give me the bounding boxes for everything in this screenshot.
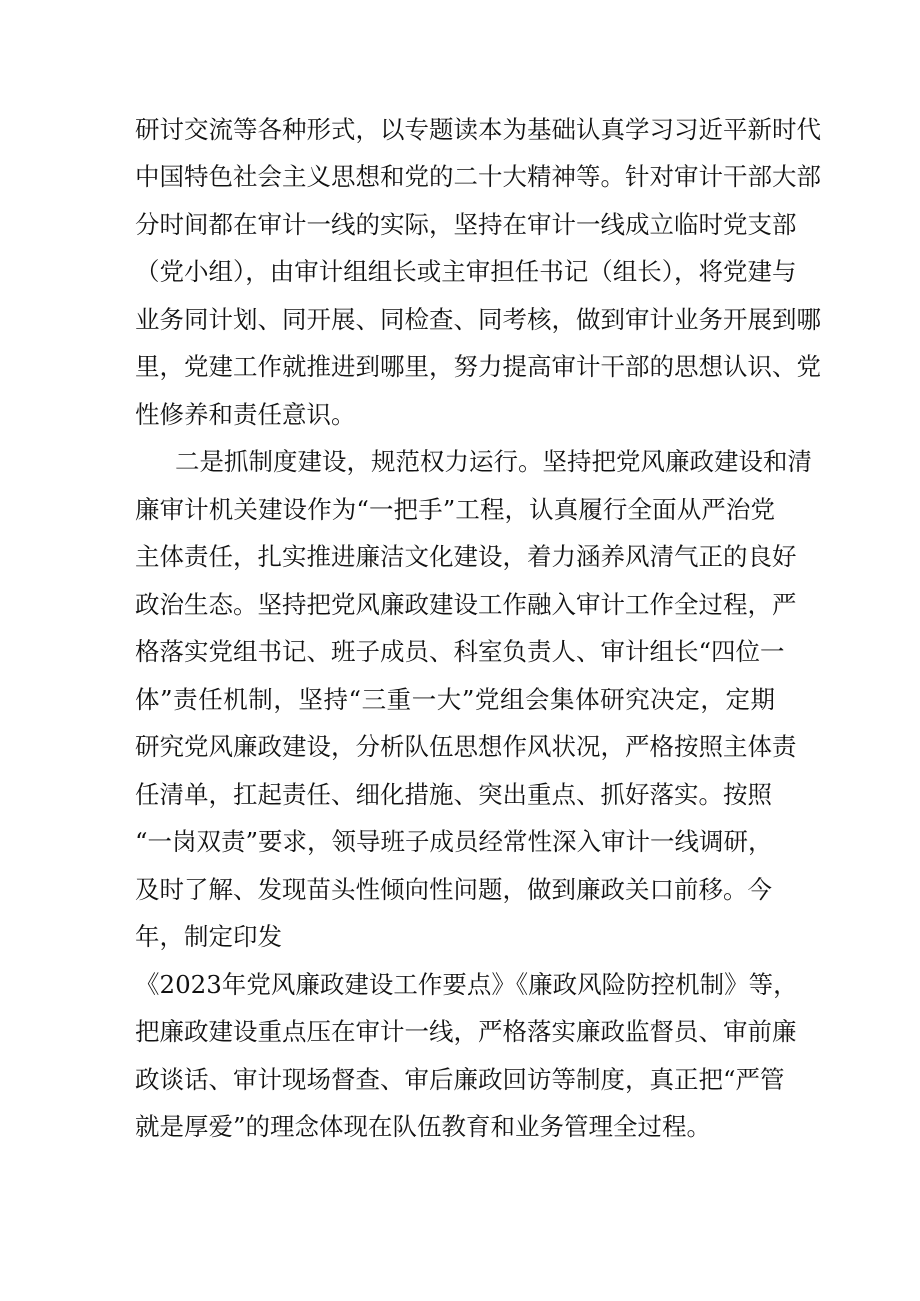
text-line: 体”责任机制，坚持“三重一大”党组会集体研究决定，定期 <box>135 685 775 714</box>
text-line: （党小组），由审计组组长或主审担任书记（组长），将党建与 <box>135 257 797 286</box>
text-line: 《2023年党风廉政建设工作要点》《廉政风险防控机制》等， <box>135 970 798 999</box>
text-line: 政治生态。坚持把党风廉政建设工作融入审计工作全过程，严 <box>135 590 797 619</box>
text-line: 格落实党组书记、班子成员、科室负责人、审计组长“四位一 <box>135 637 785 666</box>
text-line: 中国特色社会主义思想和党的二十大精神等。针对审计干部大部 <box>135 162 821 191</box>
text-line: 性修养和责任意识。 <box>135 400 356 429</box>
text-line: 研究党风廉政建设，分析队伍思想作风状况，严格按照主体责 <box>135 732 797 761</box>
text-line: 政谈话、审计现场督查、审后廉政回访等制度，真正把“严管 <box>135 1065 785 1094</box>
text-line: 研讨交流等各种形式，以专题读本为基础认真学习习近平新时代 <box>135 115 821 144</box>
text-line: 主体责任，扎实推进廉洁文化建设，着力涵养风清气正的良好 <box>135 542 797 571</box>
text-line: 就是厚爱”的理念体现在队伍教育和业务管理全过程。 <box>135 1112 712 1141</box>
text-line: 把廉政建设重点压在审计一线，严格落实廉政监督员、审前廉 <box>135 1017 797 1046</box>
text-line: 业务同计划、同开展、同检查、同考核，做到审计业务开展到哪 <box>135 305 821 334</box>
paragraph-start-line: 二是抓制度建设，规范权力运行。坚持把党风廉政建设和清 <box>175 447 812 476</box>
text-line: 里，党建工作就推进到哪里，努力提高审计干部的思想认识、党 <box>135 352 821 381</box>
text-line: 年，制定印发 <box>135 922 282 951</box>
text-line: 廉审计机关建设作为“一把手”工程，认真履行全面从严治党 <box>135 495 775 524</box>
text-line: 任清单，扛起责任、细化措施、突出重点、抓好落实。按照 <box>135 780 772 809</box>
text-line: “一岗双责”要求，领导班子成员经常性深入审计一线调研， <box>135 827 773 856</box>
text-line: 分时间都在审计一线的实际，坚持在审计一线成立临时党支部 <box>135 210 797 239</box>
text-line: 及时了解、发现苗头性倾向性问题，做到廉政关口前移。今 <box>135 875 772 904</box>
